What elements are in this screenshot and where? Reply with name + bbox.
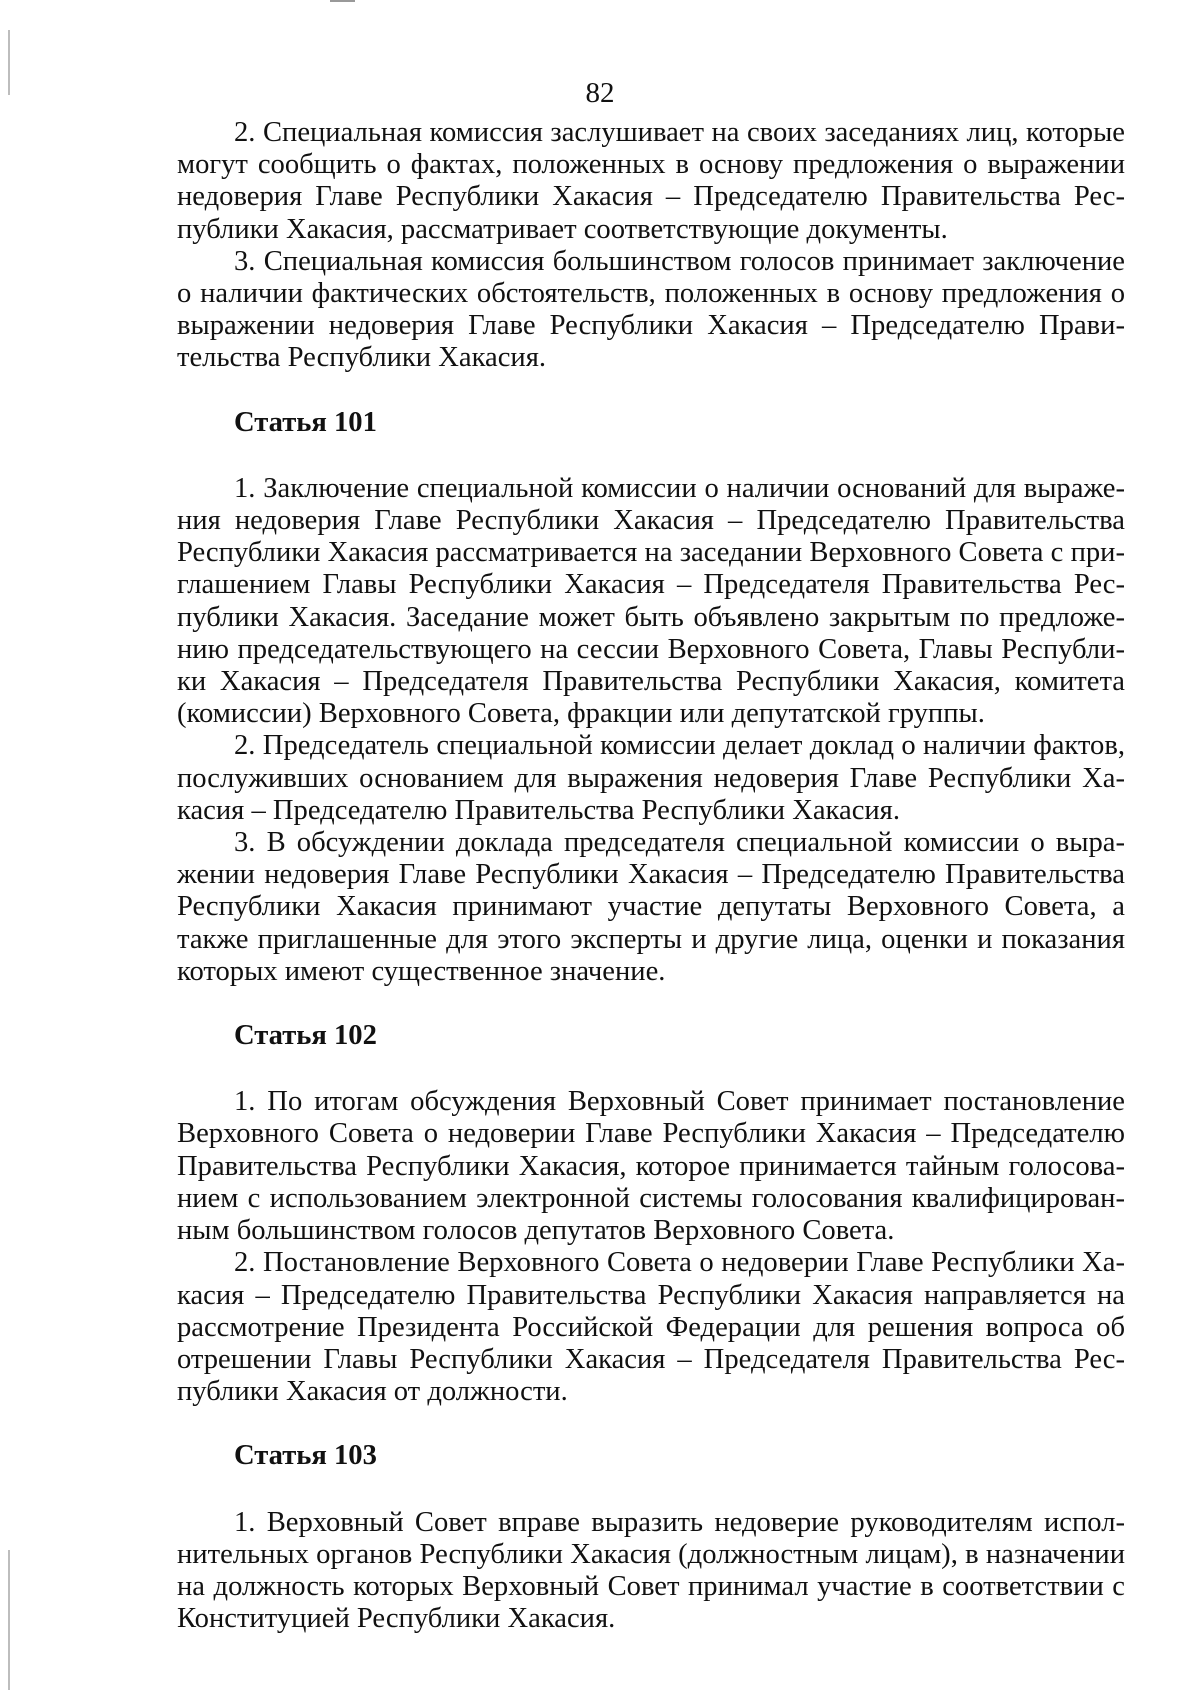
paragraph: 1. Заключение специальной комиссии о наличии оснований для выражения недоверия Главе Республики Хакасия – Председателю Правительства Республики Хакасия рассматривается на заседании Верховного Совета с приглашением Главы Республики Хакасия – Председателя Правительства Республики Хакасия. Заседание может быть объявлено закрытым по предложению председательствующего на сессии Верховного Совета, Главы Республики Хакасия – Председателя Правительства Республики Хакасия, комитета (комиссии) Верховного Совета, фракции или депутатской группы. (177, 472, 1125, 730)
paragraph: 1. По итогам обсуждения Верховный Совет принимает постановление Верховного Совета о недоверии Главе Республики Хакасия – Председателю Правительства Республики Хакасия, которое принимается тайным голосованием с использованием электронной системы голосования квалифицированным большинством голосов депутатов Верховного Совета. (177, 1086, 1125, 1247)
article-heading: Статья 103 (234, 1440, 377, 1472)
article-heading: Статья 102 (234, 1020, 377, 1052)
document-body (177, 117, 1125, 1635)
article-heading: Статья 101 (234, 406, 377, 438)
paragraph: 2. Председатель специальной комиссии делает доклад о наличии фактов, послуживших основанием для выражения недоверия Главе Республики Хакасия – Председателю Правительства Республики Хакасия. (177, 730, 1125, 826)
scan-edge-line-bottom (8, 1550, 10, 1690)
paragraph: 3. Специальная комиссия большинством голосов принимает заключение о наличии фактических обстоятельств, положенных в основу предложения о выражении недоверия Главе Республики Хакасия – Председателю Правительства Республики Хакасия. (177, 245, 1125, 374)
paragraph: 1. Верховный Совет вправе выразить недоверие руководителям исполнительных органов Республики Хакасия (должностным лицам), в назначении на должность которых Верховный Совет принимал участие в соответствии с Конституцией Республики Хакасия. (177, 1506, 1125, 1635)
scan-top-mark (330, 0, 355, 2)
paragraph: 3. В обсуждении доклада председателя специальной комиссии о выражении недоверия Главе Республики Хакасия – Председателю Правительства Республики Хакасия принимают участие депутаты Верховного Совета, а также приглашенные для этого эксперты и другие лица, оценки и показания которых имеют существенное значение. (177, 827, 1125, 987)
paragraph: 2. Специальная комиссия заслушивает на своих заседаниях лиц, которые могут сообщить о фактах, положенных в основу предложения о выражении недоверия Главе Республики Хакасия – Председателю Правительства Республики Хакасия, рассматривает соответствующие документы. (177, 117, 1125, 245)
paragraph: 2. Постановление Верховного Совета о недоверии Главе Республики Хакасия – Председателю Правительства Республики Хакасия направляется на рассмотрение Президента Российской Федерации для решения вопроса об отрешении Главы Республики Хакасия – Председателя Правительства Республики Хакасия от должности. (177, 1247, 1125, 1408)
page-number: 82 (585, 77, 615, 109)
